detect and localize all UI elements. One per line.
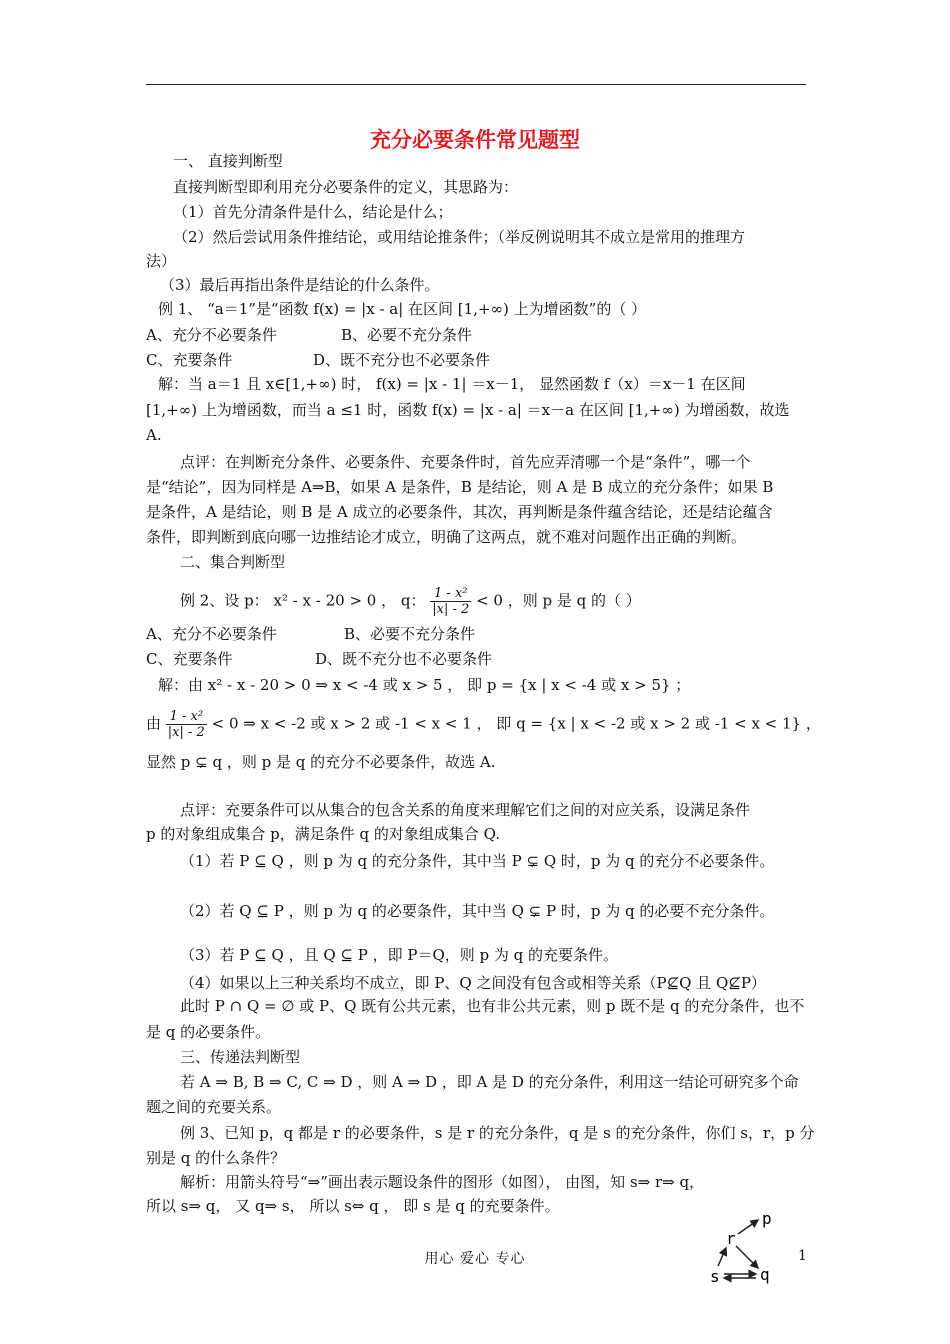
case-4: （4）如果以上三种关系均不成立，即 P、Q 之间没有包含或相等关系（P⊈Q 且 Q⊈P）	[180, 974, 766, 992]
fraction-denominator: |x| - 2	[167, 725, 205, 740]
example-2-text: 例 2、设 p： x² - x - 20 > 0 ， q：	[180, 591, 426, 610]
fraction-numerator: 1 - x²	[430, 586, 471, 602]
node-s: s	[710, 1267, 720, 1286]
solution-3: 所以 s⇒ q， 又 q⇒ s， 所以 s⇔ q ， 即 s 是 q 的充要条件。	[146, 1197, 560, 1215]
page-footer: 用心 爱心 专心	[424, 1251, 526, 1267]
paragraph: 若 A ⇒ B, B ⇒ C, C ⇒ D ，则 A ⇒ D ，即 A 是 D 的充分条件，利用这一结论可研究多个命	[180, 1073, 799, 1091]
fraction-denominator: |x| - 2	[432, 602, 470, 617]
implication-diagram	[704, 1208, 796, 1286]
comment-2: p 的对象组成集合 p，满足条件 q 的对象组成集合 Q.	[146, 825, 500, 843]
header-rule	[146, 84, 806, 85]
fraction-numerator: 1 - x²	[166, 709, 207, 725]
option-d: D、既不充分也不必要条件	[313, 351, 491, 369]
case-4: 是 q 的必要条件。	[146, 1023, 271, 1041]
comment-1: 是“结论”，因为同样是 A⇒B，如果 A 是条件，B 是结论，则 A 是 B 成立的充分条件；如果 B	[146, 478, 774, 496]
option-b: B、必要不充分条件	[344, 625, 476, 643]
solution-1: 解：当 a＝1 且 x∈[1,+∞) 时， f(x) = |x - 1| ＝x－1， 显然函数 f（x）＝x－1 在区间	[158, 375, 746, 393]
solution-2: 显然 p ⊊ q ，则 p 是 q 的充分不必要条件，故选 A.	[146, 753, 496, 771]
arrow-r-to-p	[738, 1220, 758, 1234]
section-heading-3: 三、传递法判断型	[180, 1048, 301, 1066]
comment-1: 条件，即判断到底向哪一边推结论才成立，明确了这两点，就不难对问题作出正确的判断。	[146, 528, 747, 546]
option-b: B、必要不充分条件	[341, 326, 473, 344]
solution-2-text: < 0 ⇒ x < -2 或 x > 2 或 -1 < x < 1 ， 即 q = {x | x < -2 或 x > 2 或 -1 < x < 1} ，	[211, 714, 821, 733]
paragraph: 题之间的充要关系。	[146, 1098, 282, 1116]
paragraph: 法）	[146, 252, 177, 270]
node-p: p	[762, 1209, 772, 1228]
page-title: 充分必要条件常见题型	[370, 127, 580, 152]
solution-1: A.	[146, 426, 162, 444]
comment-1: 点评：在判断充分条件、必要条件、充要条件时，首先应弄清哪一个是“条件”，哪一个	[180, 453, 751, 471]
solution-3: 解析：用箭头符号“⇒”画出表示题设条件的图形（如图）， 由图，知 s⇒ r⇒ q，	[180, 1173, 705, 1191]
example-1: 例 1、 “a＝1”是“函数 f(x) = |x - a| 在区间 [1,+∞) 上为增函数”的（ ）	[158, 300, 647, 318]
example-2-text: < 0 ，则 p 是 q 的（ ）	[476, 591, 641, 610]
case-2: （2）若 Q ⊆ P ，则 p 为 q 的必要条件，其中当 Q ⊊ P 时，p 为 q 的必要不充分条件。	[180, 902, 775, 920]
solution-2: 解：由 x² - x - 20 > 0 ⇒ x < -4 或 x > 5 ， 即 p = {x | x < -4 或 x > 5} ；	[158, 676, 691, 694]
case-1: （1）若 P ⊆ Q ，则 p 为 q 的充分条件，其中当 P ⊊ Q 时，p 为 q 的充分不必要条件。	[180, 852, 775, 870]
fraction	[166, 709, 207, 740]
example-3: 例 3、已知 p，q 都是 r 的必要条件，s 是 r 的充分条件，q 是 s 的充分条件，你们 s，r，p 分	[180, 1124, 815, 1142]
case-4: 此时 P ∩ Q = ∅ 或 P、Q 既有公共元素，也有非公共元素，则 p 既不是 q 的充分条件，也不	[180, 997, 805, 1015]
case-3: （3）若 P ⊆ Q ，且 Q ⊆ P ，即 P＝Q，则 p 为 q 的充要条件。	[180, 946, 619, 964]
fraction	[430, 586, 471, 617]
example-2	[180, 586, 641, 617]
solution-2	[146, 709, 821, 740]
option-d: D、既不充分也不必要条件	[315, 650, 493, 668]
node-r: r	[726, 1229, 736, 1248]
node-q: q	[760, 1265, 770, 1284]
solution-2-text: 由	[146, 714, 162, 733]
section-heading-2: 二、集合判断型	[180, 553, 286, 571]
option-c: C、充要条件	[146, 650, 233, 668]
section-heading-1: 一、 直接判断型	[173, 152, 283, 170]
paragraph: 直接判断型即利用充分必要条件的定义，其思路为：	[173, 178, 519, 196]
comment-2: 点评：充要条件可以从集合的包含关系的角度来理解它们之间的对应关系，设满足条件	[180, 801, 751, 819]
paragraph: （1）首先分清条件是什么，结论是什么；	[173, 203, 453, 221]
page-number: 1	[798, 1248, 807, 1264]
option-a: A、充分不必要条件	[146, 625, 277, 643]
option-a: A、充分不必要条件	[146, 326, 277, 344]
paragraph: （3）最后再指出条件是结论的什么条件。	[160, 276, 440, 294]
comment-1: 是条件，A 是结论，则 B 是 A 成立的必要条件，其次，再判断是条件蕴含结论，还是结论蕴含	[146, 503, 773, 521]
option-c: C、充要条件	[146, 351, 233, 369]
example-3: 别是 q 的什么条件？	[146, 1149, 286, 1167]
solution-1: [1,+∞) 上为增函数，而当 a ≤1 时，函数 f(x) = |x - a| ＝x－a 在区间 [1,+∞) 为增函数，故选	[146, 401, 790, 419]
paragraph: （2）然后尝试用条件推结论，或用结论推条件；（举反例说明其不成立是常用的推理方	[173, 228, 746, 246]
